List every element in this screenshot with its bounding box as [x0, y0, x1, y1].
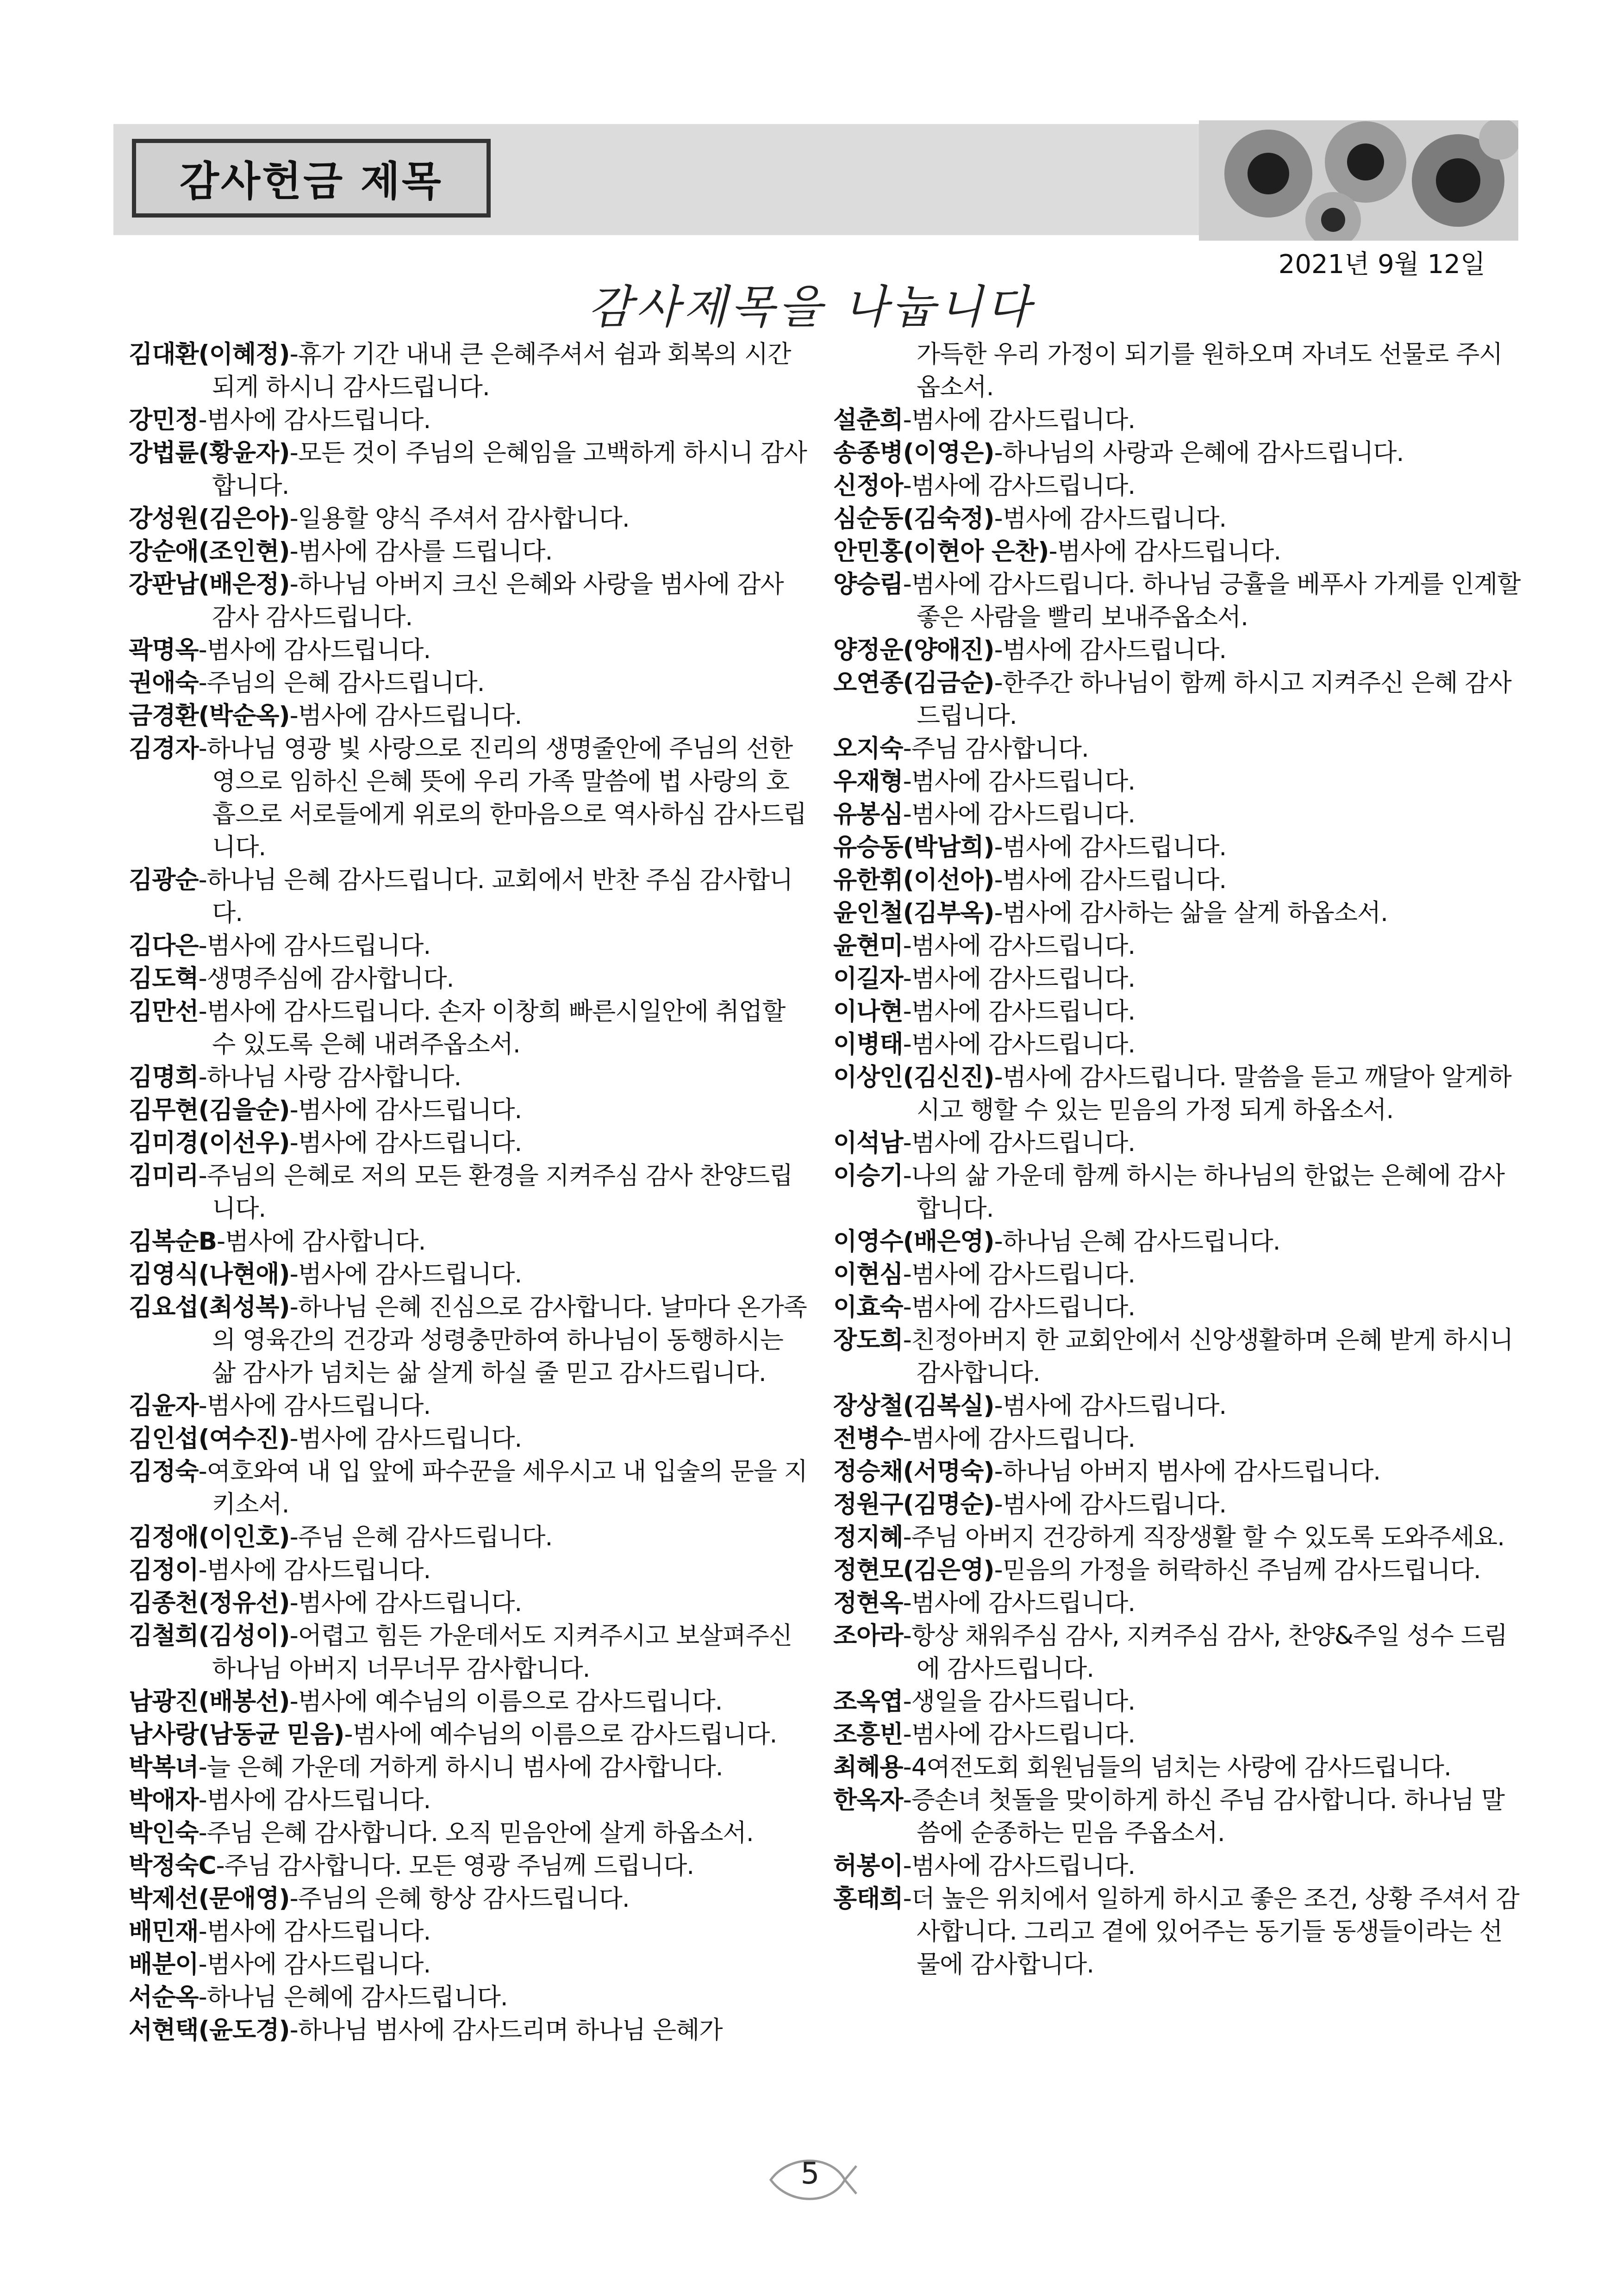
entry-message: -더 높은 위치에서 일하게 하시고 좋은 조건, 상황 주셔서 감사합니다. 그리고 곁에 있어주는 동기들 동생들이라는 선물에 감사합니다. — [903, 1885, 1519, 1979]
entry-name: 이현심 — [833, 1260, 903, 1288]
list-item — [833, 1882, 1523, 1981]
entry-message: -범사에 감사드립니다. — [198, 1556, 431, 1584]
entry-message: -범사에 감사드립니다. — [289, 1129, 522, 1157]
entry-name: 허봉이 — [833, 1852, 903, 1880]
entry-name: 장도희 — [833, 1326, 903, 1354]
entry-name: 양승림 — [833, 570, 903, 598]
list-item — [129, 1291, 809, 1389]
list-item — [129, 1061, 809, 1094]
list-item — [129, 1619, 809, 1685]
entry-message: -4여전도회 회원님들의 넘치는 사랑에 감사드립니다. — [903, 1753, 1451, 1781]
list-item — [129, 864, 809, 929]
entry-message: -범사에 감사를 드립니다. — [289, 537, 553, 566]
list-item — [833, 798, 1523, 831]
entry-message: -증손녀 첫돌을 맞이하게 하신 주님 감사합니다. 하나님 말씀에 순종하는 믿음 주옵소서. — [903, 1786, 1505, 1847]
list-item — [129, 1817, 809, 1849]
list-item — [833, 765, 1523, 798]
entry-name: 박제선(문애영) — [129, 1885, 290, 1913]
list-item — [833, 732, 1523, 765]
entry-name: 배민재 — [129, 1917, 199, 1946]
entry-name: 김영식(나현애) — [129, 1260, 290, 1288]
entry-message: -친정아버지 한 교회안에서 신앙생활하며 은혜 받게 하시니 감사합니다. — [903, 1326, 1513, 1387]
list-item — [129, 732, 809, 864]
entry-message: -범사에 감사드립니다. — [903, 1293, 1135, 1321]
date: 2021년 9월 12일 — [1278, 249, 1485, 280]
entry-name: 정원구(김명순) — [833, 1490, 994, 1518]
list-item — [129, 1981, 809, 2014]
entry-name: 조흥빈 — [833, 1720, 903, 1748]
list-item — [129, 535, 809, 568]
entry-name: 이길자 — [833, 964, 903, 993]
entry-name: 배분이 — [129, 1950, 199, 1979]
list-item — [833, 1587, 1523, 1619]
list-item — [833, 1126, 1523, 1159]
entry-name: 정승채(서명숙) — [833, 1457, 994, 1486]
list-item — [129, 2014, 809, 2047]
list-item — [129, 1554, 809, 1587]
entry-message: -범사에 감사드립니다. — [903, 472, 1135, 500]
entry-message: -범사에 감사드립니다. — [289, 1425, 522, 1453]
list-item — [129, 568, 809, 634]
entry-name: 김복순B — [129, 1227, 217, 1256]
entry-message: -여호와여 내 입 앞에 파수꾼을 세우시고 내 입술의 문을 지키소서. — [198, 1457, 807, 1518]
entry-name: 김미리 — [129, 1162, 199, 1190]
list-item — [833, 896, 1523, 929]
entry-message: -하나님 아버지 크신 은혜와 사랑을 범사에 감사 감사 감사드립니다. — [212, 570, 784, 631]
list-item — [833, 568, 1523, 634]
entry-message: -범사에 감사드립니다. — [289, 702, 522, 730]
entry-message: -하나님 은혜 감사드립니다. — [994, 1227, 1280, 1256]
entry-name: 김다은 — [129, 932, 199, 960]
list-item — [833, 666, 1523, 732]
entry-message: -범사에 감사드립니다. — [903, 964, 1135, 993]
list-item — [129, 995, 809, 1061]
list-item — [833, 1619, 1523, 1685]
page-number: 5 — [800, 2157, 820, 2191]
entry-message: -어렵고 힘든 가운데서도 지켜주시고 보살펴주신 하나님 아버지 너무너무 감사합니다. — [212, 1622, 792, 1683]
list-item — [833, 469, 1523, 502]
left-column — [129, 338, 809, 2047]
entry-message: -범사에 감사드립니다. — [198, 932, 431, 960]
entry-message: -하나님의 사랑과 은혜에 감사드립니다. — [994, 439, 1404, 467]
list-item — [833, 995, 1523, 1028]
entry-message: -하나님 은혜 진심으로 감사합니다. 날마다 온가족의 영육간의 건강과 성령충만하여 하나님이 동행하시는 삶 감사가 넘치는 삶 살게 하실 줄 믿고 감사드립니다. — [212, 1293, 807, 1387]
entry-name: 김윤자 — [129, 1392, 199, 1420]
entry-name: 김요섭(최성복) — [129, 1293, 290, 1321]
entry-name: 김정이 — [129, 1556, 199, 1584]
list-item — [833, 1258, 1523, 1291]
list-item — [129, 666, 809, 699]
entry-name: 송종병(이영은) — [833, 439, 994, 467]
entry-message: -범사에 감사드립니다. — [903, 1129, 1135, 1157]
entry-message: -범사에 감사드립니다. — [903, 932, 1135, 960]
entry-name: 정현모(김은영) — [833, 1556, 994, 1584]
entry-message: -범사에 감사드립니다. — [903, 800, 1135, 828]
list-item — [833, 1061, 1523, 1126]
list-item — [129, 1587, 809, 1619]
entry-name: 강판남(배은정) — [129, 570, 290, 598]
entry-name: 정지혜 — [833, 1523, 903, 1551]
list-item — [129, 1094, 809, 1126]
entry-name: 김광순 — [129, 866, 199, 894]
entry-name: 오연종(김금순) — [833, 669, 994, 697]
entry-message: -범사에 감사드립니다. — [994, 1392, 1227, 1420]
entry-name: 김미경(이선우) — [129, 1129, 290, 1157]
entry-name: 유봉심 — [833, 800, 903, 828]
entry-message: -범사에 감사드립니다. — [994, 504, 1227, 533]
list-item — [129, 1521, 809, 1554]
entry-name: 김대환(이혜정) — [129, 340, 290, 368]
entry-message: -범사에 예수님의 이름으로 감사드립니다. — [344, 1720, 777, 1748]
entry-name: 금경환(박순옥) — [129, 702, 290, 730]
entry-message: -범사에 감사드립니다. — [903, 1852, 1135, 1880]
entry-name: 윤현미 — [833, 932, 903, 960]
entry-name: 박애자 — [129, 1786, 199, 1814]
entry-message: -범사에 감사드립니다. — [903, 1260, 1135, 1288]
entry-message: -범사에 감사드립니다. — [903, 1030, 1135, 1058]
entry-message: -믿음의 가정을 허락하신 주님께 감사드립니다. — [994, 1556, 1481, 1584]
entry-name: 장상철(김복실) — [833, 1392, 994, 1420]
entry-name: 전병수 — [833, 1425, 903, 1453]
list-item — [833, 1554, 1523, 1587]
entry-name: 박복녀 — [129, 1753, 199, 1781]
entry-message: -하나님 영광 빛 사랑으로 진리의 생명줄안에 주님의 선한 영으로 임하신 은혜 뜻에 우리 가족 말씀에 법 사랑의 호흡으로 서로들에게 위로의 한마음으로 역사하심 감사드립니다. — [198, 734, 806, 861]
entry-message: -하나님 범사에 감사드리며 하나님 은혜가 — [289, 2016, 723, 2044]
entry-message: -주님 감사합니다. — [903, 734, 1089, 763]
entry-message: -범사에 예수님의 이름으로 감사드립니다. — [289, 1687, 723, 1716]
entry-name: 박인숙 — [129, 1819, 199, 1847]
entry-name: 박정숙C — [129, 1852, 216, 1880]
list-item — [129, 1126, 809, 1159]
list-item — [833, 864, 1523, 896]
entry-message: -범사에 감사드립니다. — [903, 1425, 1135, 1453]
entry-message: -범사에 감사드립니다. 하나님 긍휼을 베푸사 가게를 인계할 좋은 사람을 빨리 보내주옵소서. — [903, 570, 1521, 631]
list-item — [129, 1948, 809, 1981]
entry-name: 김무현(김을순) — [129, 1096, 290, 1124]
list-item — [129, 1784, 809, 1817]
entry-name: 남사랑(남동균 믿음) — [129, 1720, 344, 1748]
entry-message: -범사에 감사드립니다. — [198, 1950, 431, 1979]
list-item — [833, 1389, 1523, 1422]
entry-name: 우재형 — [833, 767, 903, 796]
entry-name: 강순애(조인현) — [129, 537, 290, 566]
list-item — [833, 338, 1523, 404]
entry-name: 이효숙 — [833, 1293, 903, 1321]
list-item — [833, 535, 1523, 568]
entry-name: 정현옥 — [833, 1589, 903, 1617]
list-item — [833, 436, 1523, 469]
entry-name: 이석남 — [833, 1129, 903, 1157]
entry-name: 오지숙 — [833, 734, 903, 763]
list-item — [833, 1225, 1523, 1258]
entry-name: 유한휘(이선아) — [833, 866, 994, 894]
list-item — [129, 962, 809, 995]
list-item — [129, 1685, 809, 1718]
list-item — [129, 1422, 809, 1455]
list-item — [833, 1291, 1523, 1324]
entry-name: 조옥엽 — [833, 1687, 903, 1716]
section-title: 감사헌금 제목 — [132, 139, 491, 218]
entry-message: -범사에 감사드립니다. — [903, 997, 1135, 1026]
entry-message: -일용할 양식 주셔서 감사합니다. — [289, 504, 630, 533]
list-item — [833, 1422, 1523, 1455]
entry-name: 김도혁 — [129, 964, 199, 993]
entry-message: -생일을 감사드립니다. — [903, 1687, 1135, 1716]
list-item — [129, 1455, 809, 1521]
entry-name: 강법륜(황윤자) — [129, 439, 290, 467]
entry-message: -하나님 아버지 범사에 감사드립니다. — [994, 1457, 1381, 1486]
list-item — [129, 404, 809, 436]
entry-message: -범사에 감사드립니다. — [903, 1589, 1135, 1617]
entry-name: 서현택(윤도경) — [129, 2016, 290, 2044]
entry-name: 김정숙 — [129, 1457, 199, 1486]
entry-message: -휴가 기간 내내 큰 은혜주셔서 쉼과 회복의 시간 되게 하시니 감사드립니다. — [212, 340, 791, 401]
entry-message: -한주간 하나님이 함께 하시고 지켜주신 은혜 감사드립니다. — [917, 669, 1511, 730]
entry-message: -범사에 감사드립니다. — [198, 1392, 431, 1420]
list-item — [129, 1751, 809, 1784]
entry-name: 윤인철(김부옥) — [833, 899, 994, 927]
list-item — [833, 634, 1523, 666]
entry-message: -범사에 감사드립니다. — [198, 1917, 431, 1946]
list-item — [833, 1159, 1523, 1225]
list-item — [833, 1849, 1523, 1882]
list-item — [129, 1915, 809, 1948]
entry-message: -주님의 은혜 항상 감사드립니다. — [289, 1885, 630, 1913]
entry-message: 가득한 우리 가정이 되기를 원하오며 자녀도 선물로 주시옵소서. — [917, 340, 1503, 401]
entry-message: -범사에 감사드립니다. 말씀을 듣고 깨달아 알게하시고 행할 수 있는 믿음의 가정 되게 하옵소서. — [917, 1063, 1511, 1124]
entry-message: -범사에 감사드립니다. — [903, 406, 1135, 434]
entry-name: 이나현 — [833, 997, 903, 1026]
list-item — [833, 1784, 1523, 1849]
entry-message: -항상 채워주심 감사, 지켜주심 감사, 찬양&주일 성수 드림에 감사드립니다. — [903, 1622, 1508, 1683]
entry-name: 양정운(양애진) — [833, 636, 994, 664]
entry-name: 최혜용 — [833, 1753, 903, 1781]
page-heading: 감사제목을 나눕니다 — [588, 281, 1034, 334]
entry-message: -범사에 감사드립니다. — [1048, 537, 1281, 566]
list-item — [129, 1718, 809, 1751]
list-item — [129, 1389, 809, 1422]
entry-name: 설춘희 — [833, 406, 903, 434]
entry-message: -주님 은혜 감사합니다. 오직 믿음안에 살게 하옵소서. — [198, 1819, 754, 1847]
entry-name: 이병태 — [833, 1030, 903, 1058]
list-item — [833, 1685, 1523, 1718]
entry-message: -범사에 감사드립니다. — [198, 1786, 431, 1814]
entry-message: -주님 아버지 건강하게 직장생활 할 수 있도록 도와주세요. — [903, 1523, 1505, 1551]
entry-message: -범사에 감사드립니다. — [289, 1260, 522, 1288]
entry-name: 김철희(김성이) — [129, 1622, 290, 1650]
right-column — [833, 338, 1523, 1981]
list-item — [833, 962, 1523, 995]
entry-name: 유승동(박남희) — [833, 833, 994, 861]
entry-name: 조아라 — [833, 1622, 903, 1650]
entry-message: -범사에 감사합니다. — [217, 1227, 426, 1256]
entry-message: -범사에 감사드립니다. — [198, 406, 431, 434]
entry-message: -범사에 감사드립니다. — [289, 1096, 522, 1124]
list-item — [833, 831, 1523, 864]
list-item — [129, 1258, 809, 1291]
entry-name: 이승기 — [833, 1162, 903, 1190]
entry-name: 신정아 — [833, 472, 903, 500]
entry-message: -범사에 감사드립니다. — [198, 636, 431, 664]
entry-name: 서순옥 — [129, 1983, 199, 2011]
entry-name: 권애숙 — [129, 669, 199, 697]
list-item — [833, 1521, 1523, 1554]
entry-name: 한옥자 — [833, 1786, 903, 1814]
list-item — [833, 1028, 1523, 1061]
list-item — [833, 1488, 1523, 1521]
entry-message: -범사에 감사드립니다. — [289, 1589, 522, 1617]
entry-name: 심순동(김숙정) — [833, 504, 994, 533]
entry-name: 김정애(이인호) — [129, 1523, 290, 1551]
list-item — [833, 1455, 1523, 1488]
list-item — [129, 338, 809, 404]
list-item — [129, 699, 809, 732]
list-item — [833, 1751, 1523, 1784]
entry-name: 곽명옥 — [129, 636, 199, 664]
list-item — [833, 929, 1523, 962]
entry-message: -주님의 은혜로 저의 모든 환경을 지켜주심 감사 찬양드립니다. — [198, 1162, 793, 1223]
entry-name: 강성원(김은아) — [129, 504, 290, 533]
entry-name: 홍태희 — [833, 1885, 903, 1913]
list-item — [129, 1225, 809, 1258]
entry-name: 김명희 — [129, 1063, 199, 1091]
sunflowers-image — [1199, 120, 1518, 241]
entry-message: -나의 삶 가운데 함께 하시는 하나님의 한없는 은혜에 감사합니다. — [903, 1162, 1505, 1223]
list-item — [129, 1882, 809, 1915]
entry-name: 김경자 — [129, 734, 199, 763]
entry-message: -범사에 감사드립니다. — [994, 1490, 1227, 1518]
entry-message: -범사에 감사드립니다. 손자 이창희 빠른시일안에 취업할 수 있도록 은혜 내려주옵소서. — [198, 997, 786, 1058]
entry-name: 이영수(배은영) — [833, 1227, 994, 1256]
list-item — [129, 1159, 809, 1225]
list-item — [129, 502, 809, 535]
entry-name: 안민홍(이현아 은찬) — [833, 537, 1049, 566]
entry-message: -범사에 감사하는 삶을 살게 하옵소서. — [994, 899, 1388, 927]
entry-name: 김종천(정유선) — [129, 1589, 290, 1617]
entry-name: 김만선 — [129, 997, 199, 1026]
entry-name: 김인섭(여수진) — [129, 1425, 290, 1453]
entry-message: -주님 은혜 감사드립니다. — [289, 1523, 553, 1551]
entry-message: -하나님 은혜에 감사드립니다. — [198, 1983, 508, 2011]
list-item — [833, 1718, 1523, 1751]
entry-message: -주님의 은혜 감사드립니다. — [198, 669, 485, 697]
entry-message: -범사에 감사드립니다. — [903, 1720, 1135, 1748]
entry-name: 이상인(김신진) — [833, 1063, 994, 1091]
list-item — [129, 634, 809, 666]
entry-name: 강민정 — [129, 406, 199, 434]
entry-message: -범사에 감사드립니다. — [903, 767, 1135, 796]
entry-name: 남광진(배봉선) — [129, 1687, 290, 1716]
list-item — [833, 1324, 1523, 1389]
entry-message: -모든 것이 주님의 은혜임을 고백하게 하시니 감사합니다. — [212, 439, 807, 500]
entry-message: -범사에 감사드립니다. — [994, 833, 1227, 861]
list-item — [833, 502, 1523, 535]
entry-message: -하나님 은혜 감사드립니다. 교회에서 반찬 주심 감사합니다. — [198, 866, 793, 927]
entry-message: -늘 은혜 가운데 거하게 하시니 범사에 감사합니다. — [198, 1753, 723, 1781]
list-item — [129, 929, 809, 962]
list-item — [833, 404, 1523, 436]
entry-message: -범사에 감사드립니다. — [994, 636, 1227, 664]
entry-message: -범사에 감사드립니다. — [994, 866, 1227, 894]
list-item — [129, 436, 809, 502]
list-item — [129, 1849, 809, 1882]
entry-message: -생명주심에 감사합니다. — [198, 964, 454, 993]
entry-message: -하나님 사랑 감사합니다. — [198, 1063, 462, 1091]
entry-message: -주님 감사합니다. 모든 영광 주님께 드립니다. — [216, 1852, 694, 1880]
